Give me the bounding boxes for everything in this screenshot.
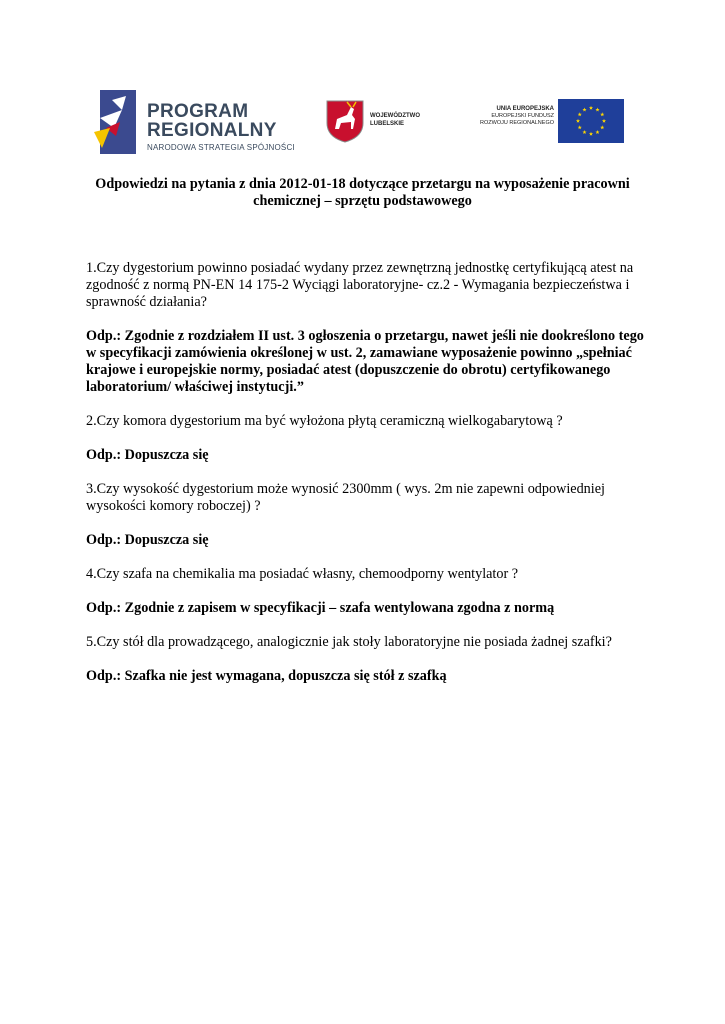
eu-logo-line3: ROZWOJU REGIONALNEGO <box>480 120 554 127</box>
question-5: 5.Czy stół dla prowadzącego, analogicznie jak stoły laboratoryjne nie posiada żadnej szafki? <box>86 634 612 650</box>
eu-logo-line1: UNIA EUROPEJSKA <box>496 106 554 112</box>
region-logo-line1: WOJEWÓDZTWO <box>370 113 420 119</box>
question-1: 1.Czy dygestorium powinno posiadać wydany przez zewnętrzną jednostkę certyfikującą atest na zgodność z normą PN-EN 14 175-2 Wyciągi laboratoryjne- cz.2 - Wymagania bezpieczeństwa i sprawność działania? <box>86 260 634 310</box>
lubelskie-text <box>370 112 420 128</box>
question-4: 4.Czy szafa na chemikalia ma posiadać własny, chemoodporny wentylator ? <box>86 566 519 582</box>
header-logos <box>0 0 725 170</box>
question-3: 3.Czy wysokość dygestorium może wynosić 2300mm ( wys. 2m nie zapewni odpowiedniej wysokości komory roboczej) ? <box>86 481 605 514</box>
question-2: 2.Czy komora dygestorium ma być wyłożona płytą ceramiczną wielkogabarytową ? <box>86 413 563 429</box>
eu-fund-text <box>458 106 554 128</box>
title-line-1: Odpowiedzi na pytania z dnia 2012-01-18 dotyczące przetargu na wyposażenie pracowni <box>95 176 630 192</box>
qa-list <box>86 260 646 685</box>
lubelskie-coat-of-arms-icon <box>325 99 365 143</box>
answer-4: Odp.: Zgodnie z zapisem w specyfikacji – szafa wentylowana zgodna z normą <box>86 600 555 616</box>
program-regionalny-text <box>147 102 295 152</box>
program-logo-line1: PROGRAM <box>147 101 249 122</box>
answer-2: Odp.: Dopuszcza się <box>86 447 209 463</box>
program-logo-line3: NARODOWA STRATEGIA SPÓJNOŚCI <box>147 143 295 152</box>
program-logo-line2: REGIONALNY <box>147 120 277 141</box>
document-title <box>75 176 650 210</box>
eu-logo-line2: EUROPEJSKI FUNDUSZ <box>491 113 554 120</box>
title-line-2: chemicznej – sprzętu podstawowego <box>253 193 472 209</box>
answer-5: Odp.: Szafka nie jest wymagana, dopuszcza się stół z szafką <box>86 668 447 684</box>
answer-1: Odp.: Zgodnie z rozdziałem II ust. 3 ogłoszenia o przetargu, nawet jeśli nie dookreślono tego w specyfikacji zamówienia określonej w ust. 2, zamawiane wyposażenie powinno „spełniać krajowe i europejskie normy, posiadać atest (dopuszczenie do obrotu) certyfikowanego laboratorium/ właściwej instytucji.” <box>86 328 644 395</box>
eu-flag-icon <box>558 99 624 143</box>
region-logo-line2: LUBELSKIE <box>370 121 405 127</box>
answer-3: Odp.: Dopuszcza się <box>86 532 209 548</box>
